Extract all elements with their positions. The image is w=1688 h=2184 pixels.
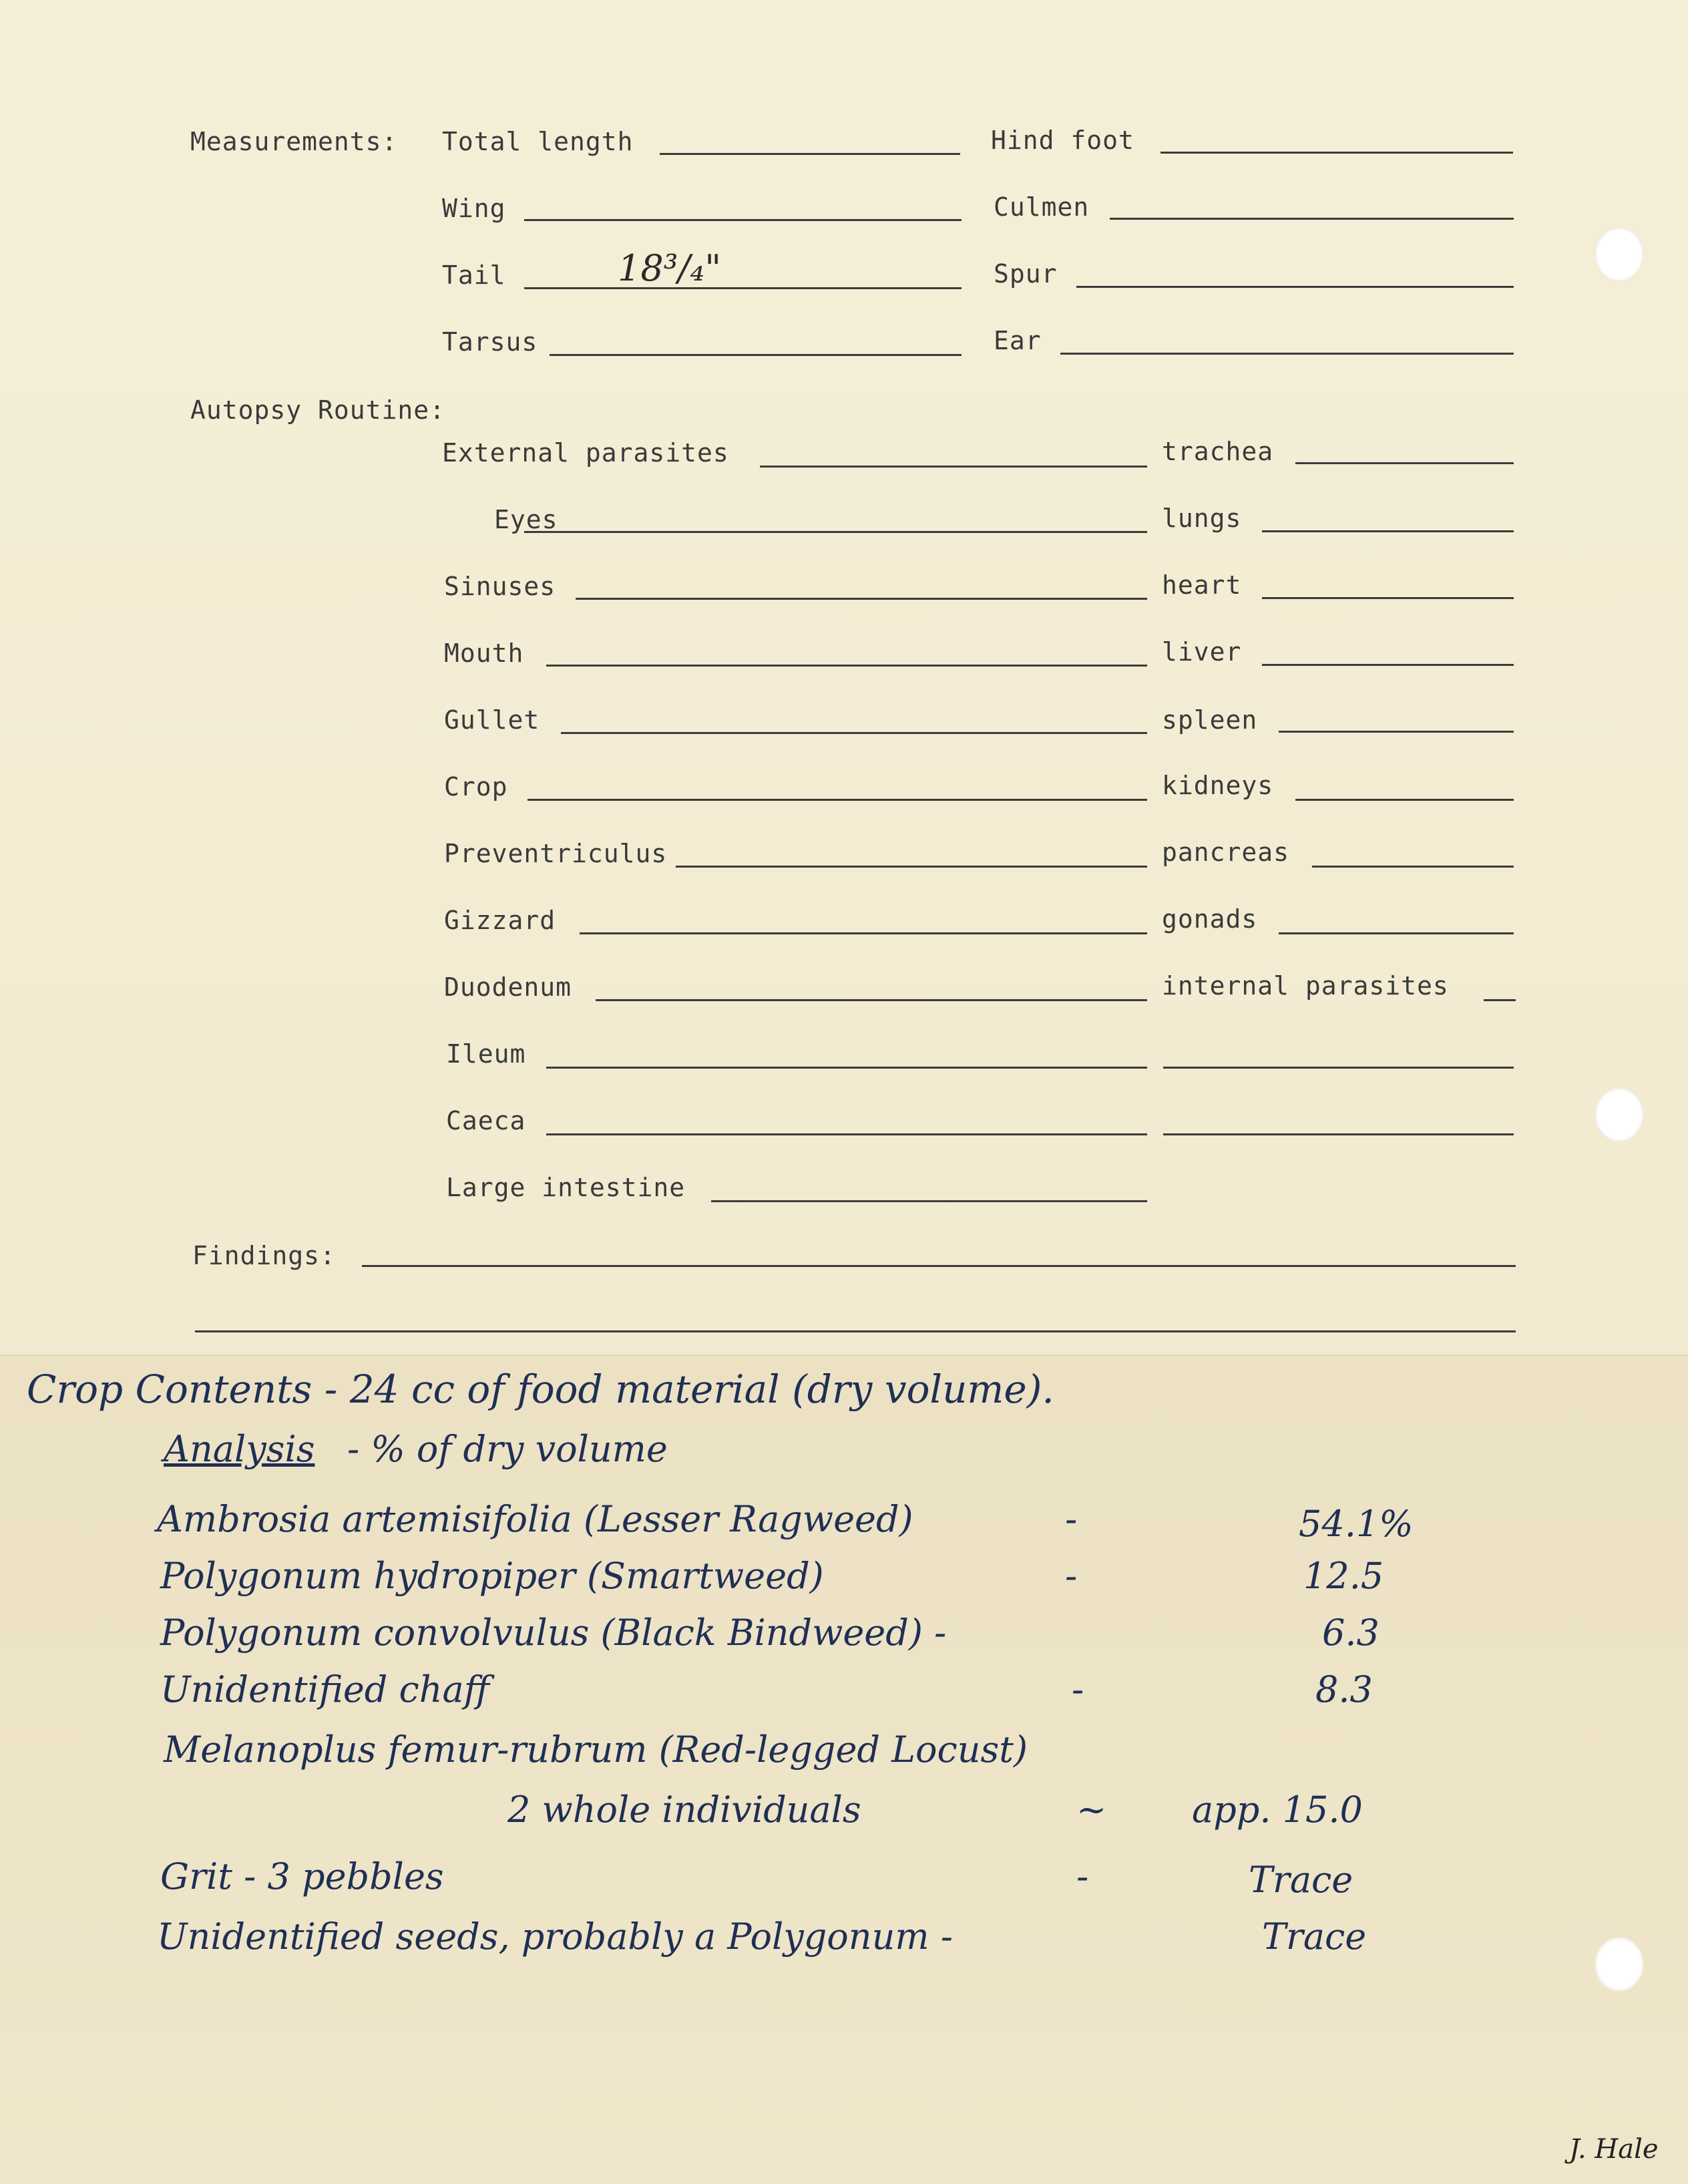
autopsy-internal-parasites: internal parasites [1162,971,1449,1000]
answer-line [546,665,1147,667]
answer-line [1484,999,1516,1001]
crop-dash: - [1072,1668,1084,1710]
findings-line [195,1330,1516,1332]
crop-value: 54.1% [1299,1503,1414,1545]
crop-item: 2 whole individuals [507,1789,861,1831]
answer-line [1163,1133,1514,1135]
answer-line [1262,664,1514,666]
wing-label: Wing [442,194,506,223]
answer-line [760,466,1147,468]
culmen-label: Culmen [994,192,1090,222]
crop-contents-title: Crop Contents - 24 cc of food material (dry volume). [27,1367,1054,1412]
wing-line [524,219,962,221]
autopsy-crop: Crop [444,772,508,801]
findings-label: Findings: [192,1241,336,1270]
analysis-label: Analysis [164,1428,315,1470]
spur-line [1076,286,1514,288]
answer-line [1295,462,1514,464]
answer-line [1262,530,1514,532]
measurements-heading: Measurements: [190,127,398,156]
answer-line [1279,932,1514,934]
autopsy-lungs: lungs [1162,504,1242,533]
answer-line [1295,799,1514,801]
autopsy-heart: heart [1162,570,1242,600]
ear-label: Ear [994,326,1042,355]
answer-line [1312,866,1514,868]
hind-foot-label: Hind foot [991,126,1134,155]
answer-line [711,1200,1147,1202]
crop-value: Trace [1249,1859,1353,1901]
autopsy-gullet: Gullet [444,705,540,735]
hind-foot-line [1160,152,1513,154]
autopsy-pancreas: pancreas [1162,838,1290,867]
binder-hole [1595,1087,1644,1142]
autopsy-mouth: Mouth [444,639,524,668]
answer-line [676,866,1147,868]
autopsy-duodenum: Duodenum [444,972,572,1002]
autopsy-caeca: Caeca [446,1106,526,1135]
crop-value: app. 15.0 [1192,1789,1363,1831]
crop-dash: - [1076,1855,1089,1897]
answer-line [596,999,1147,1001]
tail-line [524,287,962,289]
autopsy-gonads: gonads [1162,904,1258,934]
autopsy-ileum: Ileum [446,1039,526,1069]
autopsy-eyes: Eyes [494,505,558,534]
binder-hole [1595,227,1644,282]
crop-item: Ambrosia artemisifolia (Lesser Ragweed) [157,1498,913,1540]
autopsy-kidneys: kidneys [1162,771,1274,800]
crop-dash: - [1065,1555,1078,1597]
crop-value: Trace [1262,1916,1367,1958]
culmen-line [1110,218,1514,220]
crop-item: Polygonum convolvulus (Black Bindweed) - [160,1612,947,1654]
crop-value: 8.3 [1315,1668,1373,1710]
crop-value: 12.5 [1303,1555,1384,1597]
tarsus-label: Tarsus [442,327,538,357]
crop-item: Unidentified chaff [160,1668,490,1710]
answer-line [580,932,1147,934]
autopsy-heading: Autopsy Routine: [190,395,446,425]
autopsy-preventriculus: Preventriculus [444,839,668,868]
answer-line [528,799,1147,801]
answer-line [1262,597,1514,599]
binder-hole [1595,1937,1644,1992]
crop-item: Unidentified seeds, probably a Polygonum - [157,1916,953,1958]
crop-item: Grit - 3 pebbles [160,1855,444,1897]
autopsy-external-parasites: External parasites [442,438,729,468]
tail-label: Tail [442,260,506,290]
crop-item: Melanoplus femur-rubrum (Red-legged Locust) [164,1728,1028,1771]
tarsus-line [550,354,962,356]
answer-line [546,1067,1147,1069]
tail-value: 18³/₄" [618,247,722,289]
findings-line [362,1265,1516,1267]
crop-dash: - [1065,1498,1078,1540]
spur-label: Spur [994,259,1058,289]
autopsy-large-intestine: Large intestine [446,1173,686,1202]
answer-line [546,1133,1147,1135]
autopsy-trachea: trachea [1162,437,1274,466]
autopsy-spleen: spleen [1162,705,1258,735]
crop-value: 6.3 [1322,1612,1380,1654]
autopsy-sinuses: Sinuses [444,572,556,601]
answer-line [561,732,1147,734]
crop-dash: ~ [1076,1789,1107,1831]
total-length-label: Total length [442,127,634,156]
answer-line [1163,1067,1514,1069]
analysis-subtitle: - % of dry volume [347,1428,668,1470]
ear-line [1060,353,1514,355]
total-length-line [660,153,960,155]
crop-item: Polygonum hydropiper (Smartweed) [160,1555,824,1597]
signature: J. Hale [1569,2134,1659,2165]
answer-line [576,598,1147,600]
answer-line [524,531,1147,533]
answer-line [1279,731,1514,733]
crop-contents-slip [0,1354,1688,2184]
autopsy-liver: liver [1162,637,1242,667]
autopsy-gizzard: Gizzard [444,906,556,935]
